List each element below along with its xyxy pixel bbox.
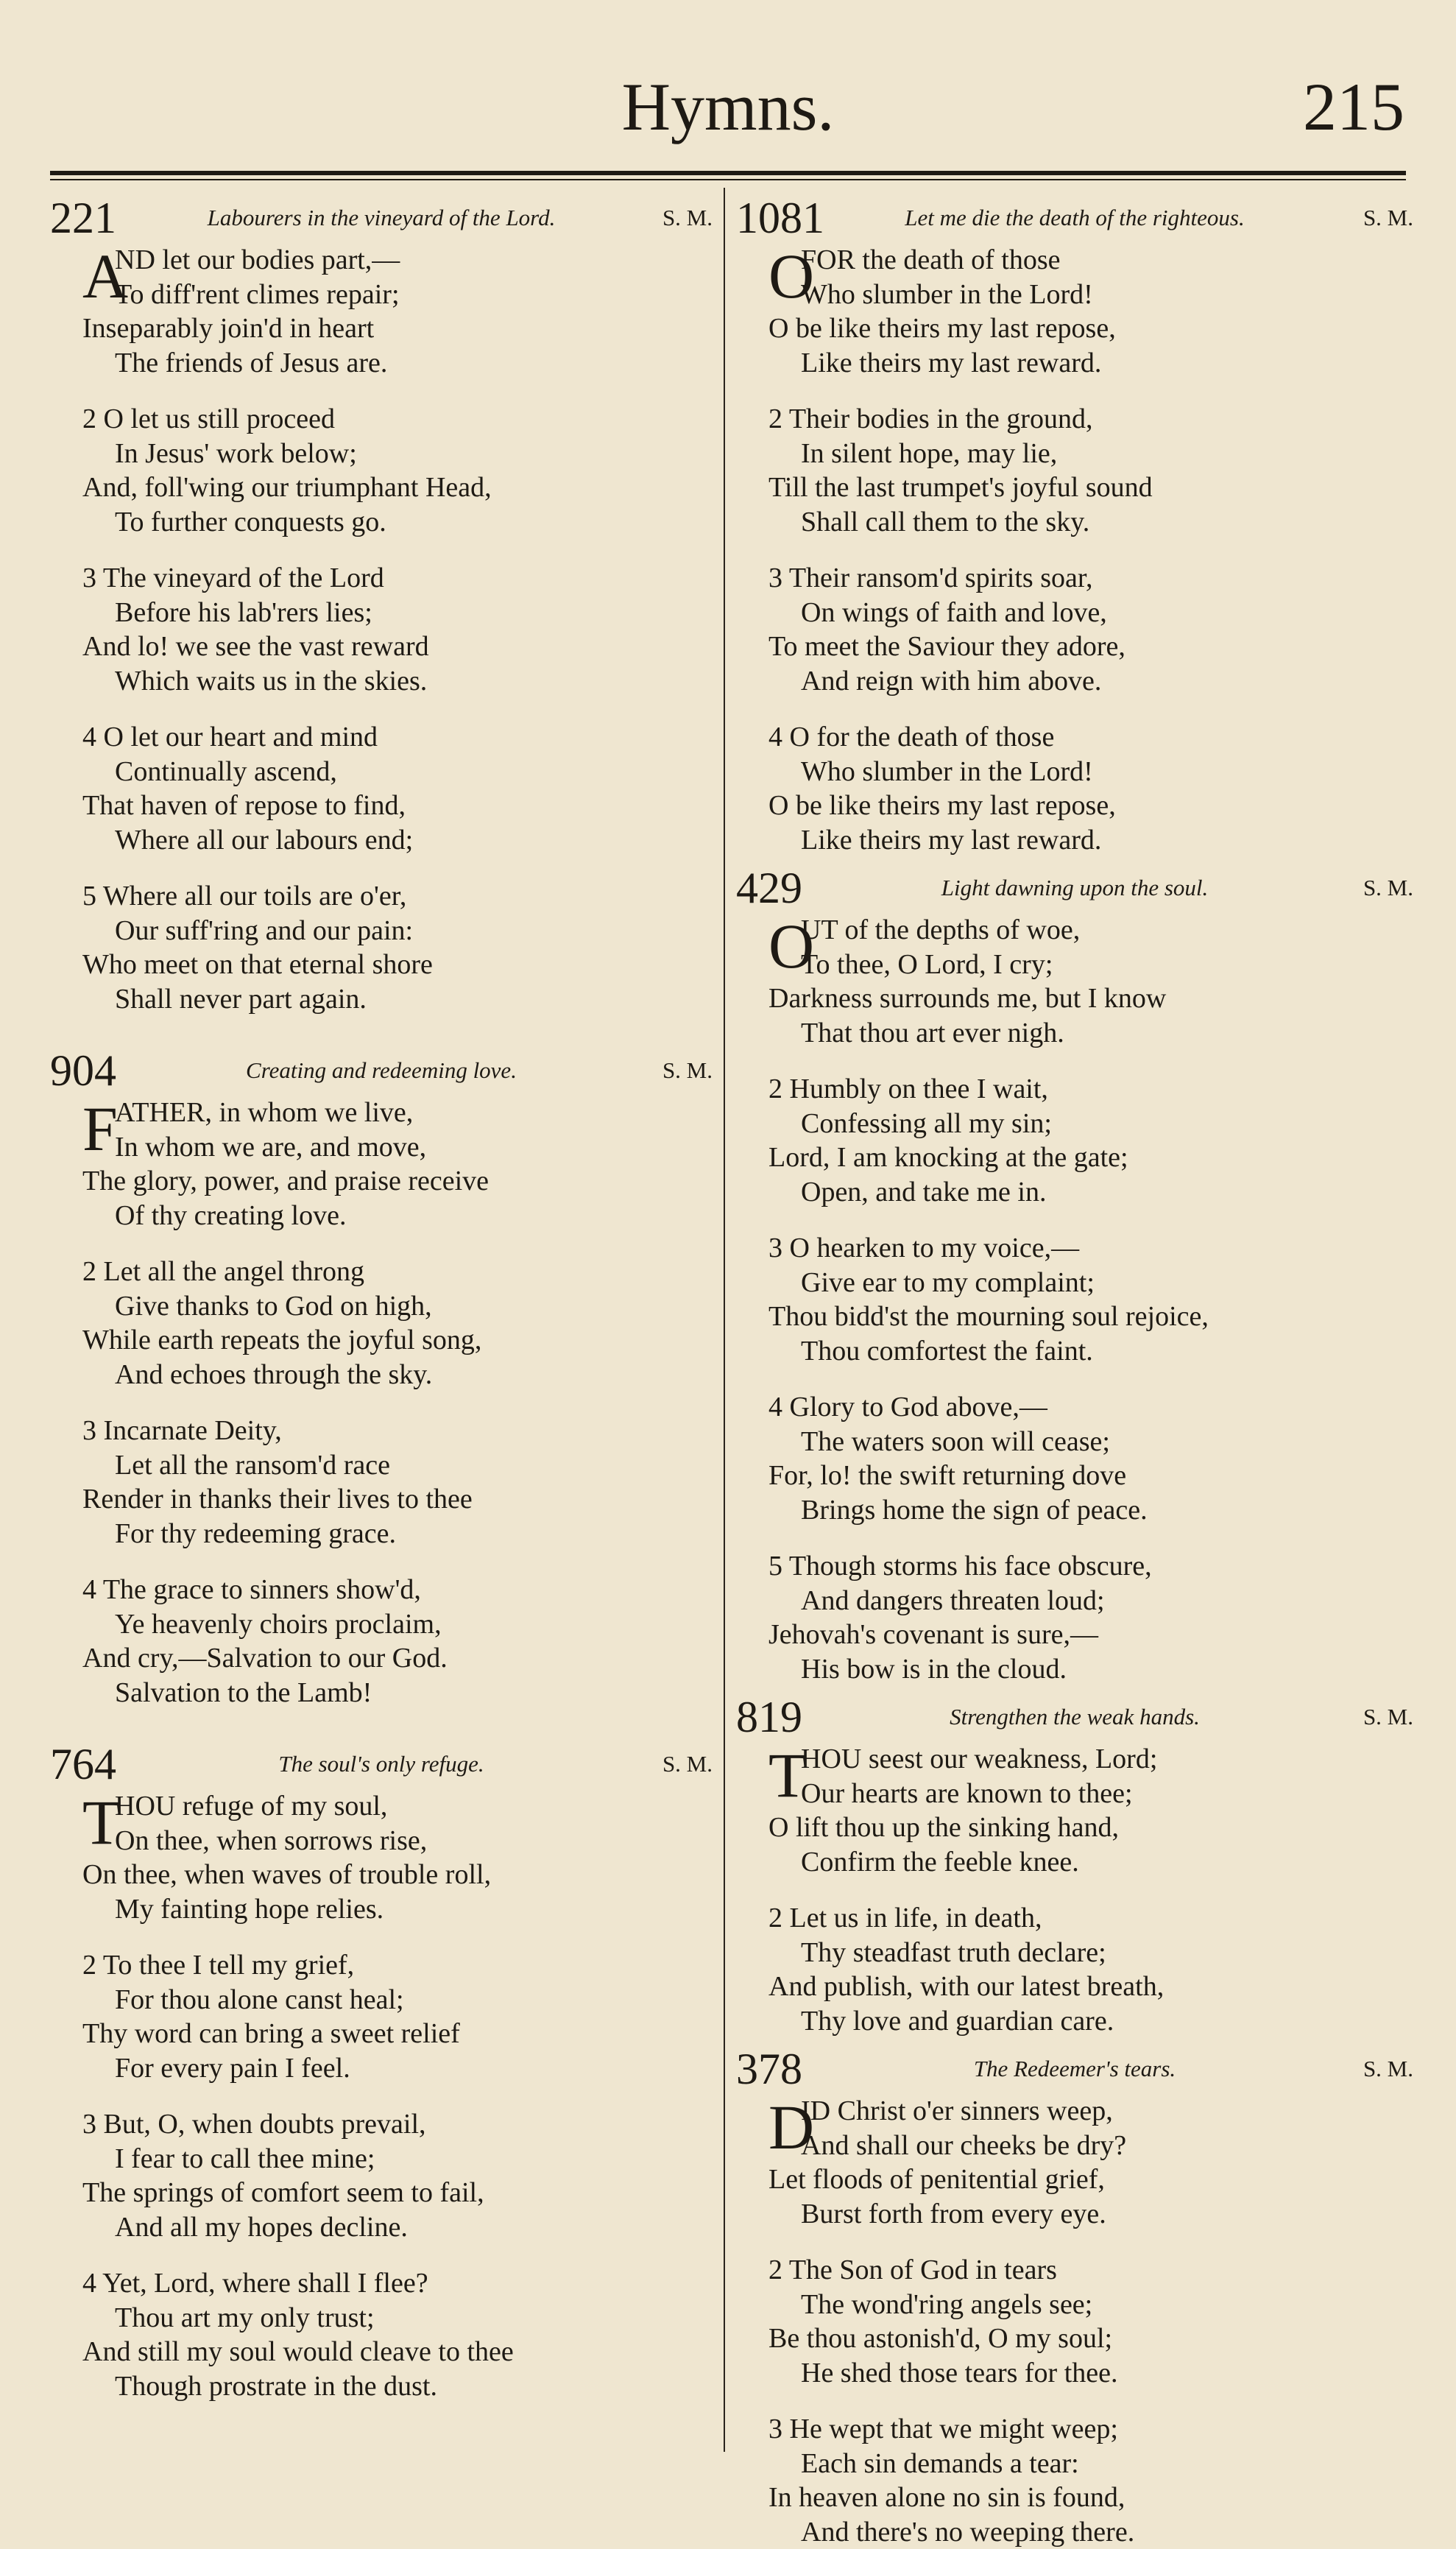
verse-line: For thou alone canst heal; [50, 1983, 713, 2017]
verse-line: The wond'ring angels see; [736, 2288, 1413, 2322]
verse [736, 402, 1413, 539]
verse-line: And shall our cheeks be dry? [736, 2129, 1413, 2163]
verse-line: To diff'rent climes repair; [50, 278, 713, 312]
first-line-text: ID Christ o'er sinners weep, [801, 2095, 1113, 2126]
verse-line: In whom we are, and move, [50, 1130, 713, 1165]
verse [50, 243, 713, 380]
hymn-gap [736, 2038, 1413, 2044]
verse-line: And there's no weeping there. [736, 2515, 1413, 2549]
verse [736, 1549, 1413, 1686]
verse [50, 720, 713, 857]
verse-line: Let all the ransom'd race [50, 1448, 713, 1483]
verse-line: Confessing all my sin; [736, 1107, 1413, 1141]
verse-line: 3 He wept that we might weep; [736, 2412, 1413, 2447]
hymn-number: 904 [50, 1046, 116, 1096]
hymn-number: 378 [736, 2044, 802, 2094]
verse-line: To thee, O Lord, I cry; [736, 948, 1413, 982]
verse-line: 2 To thee I tell my grief, [50, 1948, 713, 1983]
hymn-number: 1081 [736, 193, 824, 243]
first-line-text: ND let our bodies part,— [115, 244, 400, 275]
verse-line: Burst forth from every eye. [736, 2197, 1413, 2232]
drop-cap: T [82, 1791, 121, 1854]
verse-line: Thy steadfast truth declare; [736, 1936, 1413, 1970]
verse-line [50, 1096, 713, 1130]
verse-line: Till the last trumpet's joyful sound [736, 470, 1413, 505]
hymn [50, 1739, 713, 2403]
column-divider [724, 188, 725, 2452]
running-head-title: Hymns. [0, 70, 1456, 144]
verse-line: And echoes through the sky. [50, 1358, 713, 1392]
hymn [50, 193, 713, 1016]
verse-line: Where all our labours end; [50, 823, 713, 858]
hymn-meter: S. M. [1363, 873, 1413, 903]
verse-line: And all my hopes decline. [50, 2210, 713, 2245]
verse-line: Who meet on that eternal shore [50, 948, 713, 982]
verse-line: 5 Though storms his face obscure, [736, 1549, 1413, 1584]
verse-line: On thee, when sorrows rise, [50, 1824, 713, 1858]
verse-line: 2 Let us in life, in death, [736, 1901, 1413, 1936]
verse-line: 3 But, O, when doubts prevail, [50, 2107, 713, 2142]
hymn-gap [50, 1016, 713, 1046]
verse-line: And dangers threaten loud; [736, 1584, 1413, 1618]
verse-line: 3 Their ransom'd spirits soar, [736, 561, 1413, 596]
left-column [50, 193, 713, 2403]
verse-line: Continually ascend, [50, 755, 713, 789]
verse [50, 1948, 713, 2085]
verse [736, 1231, 1413, 1368]
verse-line: Shall call them to the sky. [736, 505, 1413, 540]
verse-line: Thou bidd'st the mourning soul rejoice, [736, 1300, 1413, 1334]
hymn-meter: S. M. [1363, 2054, 1413, 2084]
verse-line: Before his lab'rers lies; [50, 596, 713, 630]
verse-line: The springs of comfort seem to fail, [50, 2176, 713, 2210]
drop-cap: A [82, 244, 128, 308]
verse-line: For every pain I feel. [50, 2051, 713, 2086]
verse-line: Give ear to my complaint; [736, 1266, 1413, 1300]
hymn-title: Strengthen the weak hands. [832, 1702, 1318, 1732]
verse-line: That thou art ever nigh. [736, 1016, 1413, 1051]
verse-line: Thou comfortest the faint. [736, 1334, 1413, 1369]
verse-line [50, 243, 713, 278]
verse-line: And still my soul would cleave to thee [50, 2335, 713, 2369]
verse-line: Our hearts are known to thee; [736, 1777, 1413, 1811]
verse-line: On wings of faith and love, [736, 596, 1413, 630]
first-line-text: ATHER, in whom we live, [115, 1097, 413, 1128]
verse-line: The friends of Jesus are. [50, 346, 713, 381]
verse-line: In Jesus' work below; [50, 437, 713, 471]
verse [50, 2107, 713, 2244]
hymn-number: 221 [50, 193, 116, 243]
verse-line: In heaven alone no sin is found, [736, 2481, 1413, 2515]
verse [50, 1573, 713, 1710]
verse [736, 2412, 1413, 2549]
hymn-meter: S. M. [662, 1749, 713, 1779]
page-number: 215 [1303, 70, 1404, 144]
drop-cap: O [768, 244, 814, 308]
verse-line: O be like theirs my last repose, [736, 311, 1413, 346]
verse-line: My fainting hope relies. [50, 1892, 713, 1927]
first-line-text: FOR the death of those [801, 244, 1061, 275]
verse-line: O lift thou up the sinking hand, [736, 1811, 1413, 1845]
verse-line: Inseparably join'd in heart [50, 311, 713, 346]
verse [736, 913, 1413, 1050]
verse-line: He shed those tears for thee. [736, 2356, 1413, 2391]
hymn-number: 429 [736, 863, 802, 913]
hymn-heading [736, 2044, 1413, 2094]
verse-line: Though prostrate in the dust. [50, 2369, 713, 2404]
verse-line: His bow is in the cloud. [736, 1652, 1413, 1687]
verse-line: And, foll'wing our triumphant Head, [50, 470, 713, 505]
verse-line: And reign with him above. [736, 664, 1413, 699]
verse-line: Lord, I am knocking at the gate; [736, 1140, 1413, 1175]
verse-line: Who slumber in the Lord! [736, 755, 1413, 789]
verse-line [736, 243, 1413, 278]
verse-line: In silent hope, may lie, [736, 437, 1413, 471]
verse-line: Darkness surrounds me, but I know [736, 981, 1413, 1016]
drop-cap: F [82, 1097, 118, 1160]
verse-line: And publish, with our latest breath, [736, 1970, 1413, 2004]
verse-line [736, 1742, 1413, 1777]
verse-line: While earth repeats the joyful song, [50, 1323, 713, 1358]
hymn-title: The Redeemer's tears. [832, 2054, 1318, 2084]
hymn-gap [736, 1686, 1413, 1692]
hymn-number: 819 [736, 1692, 802, 1742]
hymn-heading [736, 1692, 1413, 1742]
verse-line: Render in thanks their lives to thee [50, 1482, 713, 1517]
verse [736, 561, 1413, 698]
drop-cap: T [768, 1744, 807, 1807]
verse-line: Thou art my only trust; [50, 2301, 713, 2335]
hymn [736, 2044, 1413, 2549]
verse [736, 1390, 1413, 1527]
verse [50, 1096, 713, 1233]
verse-line: Who slumber in the Lord! [736, 278, 1413, 312]
verse-line [736, 2094, 1413, 2129]
hymn-title: Let me die the death of the righteous. [832, 203, 1318, 233]
verse-line: Which waits us in the skies. [50, 664, 713, 699]
hymn-heading [50, 1046, 713, 1096]
verse-line: 3 Incarnate Deity, [50, 1414, 713, 1448]
hymn-meter: S. M. [662, 1056, 713, 1085]
hymn-title: Creating and redeeming love. [146, 1056, 617, 1085]
hymn [736, 1692, 1413, 2038]
drop-cap: D [768, 2095, 814, 2159]
hymn-gap [736, 857, 1413, 863]
verse [50, 1414, 713, 1551]
hymn-title: Light dawning upon the soul. [832, 873, 1318, 903]
verse-line: 5 Where all our toils are o'er, [50, 879, 713, 914]
verse-line: Like theirs my last reward. [736, 823, 1413, 858]
verse-line: 4 The grace to sinners show'd, [50, 1573, 713, 1607]
verse-line: Give thanks to God on high, [50, 1289, 713, 1324]
verse-line: Salvation to the Lamb! [50, 1676, 713, 1710]
verse-line: The waters soon will cease; [736, 1425, 1413, 1459]
verse-line: 2 Their bodies in the ground, [736, 402, 1413, 437]
verse [50, 2266, 713, 2403]
verse-line: O be like theirs my last repose, [736, 789, 1413, 823]
verse-line: 4 O let our heart and mind [50, 720, 713, 755]
verse [50, 879, 713, 1016]
verse-line: Open, and take me in. [736, 1175, 1413, 1210]
verse-line: Confirm the feeble knee. [736, 1845, 1413, 1880]
verse [736, 243, 1413, 380]
verse-line: 2 Humbly on thee I wait, [736, 1072, 1413, 1107]
verse-line: Like theirs my last reward. [736, 346, 1413, 381]
verse-line: Let floods of penitential grief, [736, 2162, 1413, 2197]
right-column [736, 193, 1413, 2549]
verse-line: 2 O let us still proceed [50, 402, 713, 437]
verse-line: Our suff'ring and our pain: [50, 914, 713, 948]
hymn-meter: S. M. [1363, 203, 1413, 233]
verse [736, 1742, 1413, 1879]
verse [736, 1072, 1413, 1209]
verse-line: 4 Glory to God above,— [736, 1390, 1413, 1425]
hymn-gap [50, 1710, 713, 1739]
hymn-meter: S. M. [662, 203, 713, 233]
hymn [736, 193, 1413, 857]
verse [50, 561, 713, 698]
verse-line: The glory, power, and praise receive [50, 1164, 713, 1199]
hymn [736, 863, 1413, 1686]
verse-line: And cry,—Salvation to our God. [50, 1641, 713, 1676]
verse-line: Of thy creating love. [50, 1199, 713, 1233]
verse-line: Ye heavenly choirs proclaim, [50, 1607, 713, 1642]
hymn-heading [50, 193, 713, 243]
verse-line: On thee, when waves of trouble roll, [50, 1858, 713, 1892]
hymn-heading [736, 193, 1413, 243]
header-rule [50, 171, 1406, 175]
first-line-text: HOU refuge of my soul, [115, 1791, 387, 1822]
verse-line [50, 1789, 713, 1824]
verse-line [736, 913, 1413, 948]
hymn-number: 764 [50, 1739, 116, 1789]
verse-line: Be thou astonish'd, O my soul; [736, 2321, 1413, 2356]
hymn-title: The soul's only refuge. [146, 1749, 617, 1779]
verse-line: And lo! we see the vast reward [50, 630, 713, 664]
header-rule-thin [50, 179, 1406, 180]
first-line-text: HOU seest our weakness, Lord; [801, 1744, 1157, 1774]
verse-line: 3 O hearken to my voice,— [736, 1231, 1413, 1266]
verse-line: That haven of repose to find, [50, 789, 713, 823]
verse-line: For thy redeeming grace. [50, 1517, 713, 1551]
verse-line: To meet the Saviour they adore, [736, 630, 1413, 664]
verse [736, 2253, 1413, 2390]
verse-line: I fear to call thee mine; [50, 2142, 713, 2176]
verse [50, 402, 713, 539]
verse-line: Thy love and guardian care. [736, 2004, 1413, 2039]
verse [736, 2094, 1413, 2231]
verse-line: Brings home the sign of peace. [736, 1493, 1413, 1528]
hymn-meter: S. M. [1363, 1702, 1413, 1732]
verse [736, 720, 1413, 857]
verse-line: Thy word can bring a sweet relief [50, 2017, 713, 2051]
verse-line: Each sin demands a tear: [736, 2447, 1413, 2481]
verse-line: 3 The vineyard of the Lord [50, 561, 713, 596]
verse-line: 4 Yet, Lord, where shall I flee? [50, 2266, 713, 2301]
hymn [50, 1046, 713, 1710]
verse-line: Shall never part again. [50, 982, 713, 1017]
verse-line: 2 Let all the angel throng [50, 1255, 713, 1289]
hymn-heading [736, 863, 1413, 913]
verse-line: For, lo! the swift returning dove [736, 1459, 1413, 1493]
verse-line: 4 O for the death of those [736, 720, 1413, 755]
verse [50, 1789, 713, 1926]
hymn-heading [50, 1739, 713, 1789]
hymn-title: Labourers in the vineyard of the Lord. [146, 203, 617, 233]
verse-line: To further conquests go. [50, 505, 713, 540]
verse-line: Jehovah's covenant is sure,— [736, 1618, 1413, 1652]
verse-line: 2 The Son of God in tears [736, 2253, 1413, 2288]
first-line-text: UT of the depths of woe, [801, 914, 1080, 945]
drop-cap: O [768, 914, 814, 978]
verse [736, 1901, 1413, 2038]
verse [50, 1255, 713, 1392]
